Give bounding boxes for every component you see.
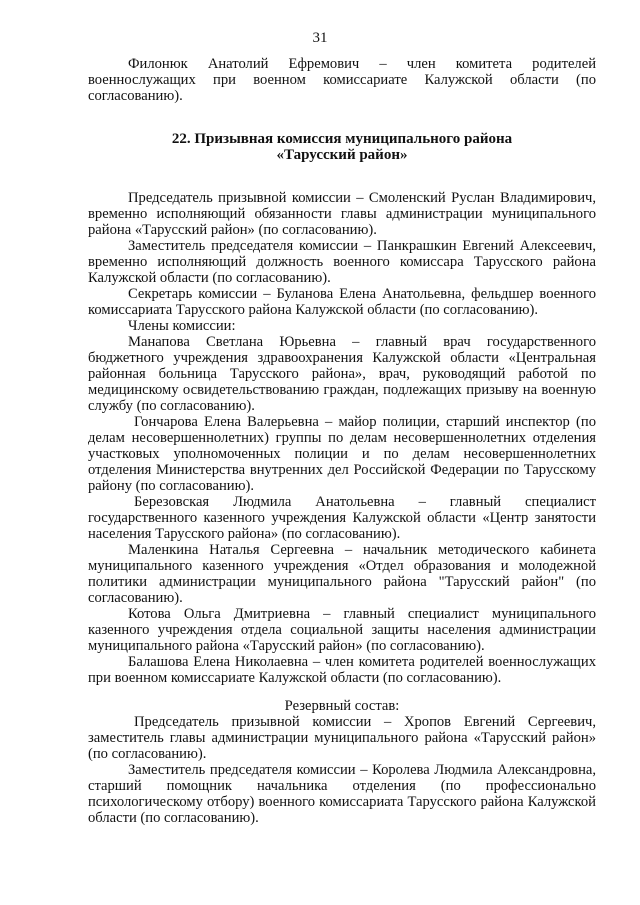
paragraph-reserve-deputy: Заместитель председателя комиссии – Королева Людмила Александровна, старший помощник начальника отделения (по профессионально психологическому отбору) военного комиссариата Тарусского района Калужской области (по согласованию). [88, 762, 596, 826]
paragraph-deputy: Заместитель председателя комиссии – Панкрашкин Евгений Алексеевич, временно исполняющий должность военного комиссара Тарусского района Калужской области (по согласованию). [88, 238, 596, 286]
paragraph-member-malenkina: Маленкина Наталья Сергеевна – начальник методического кабинета муниципального казенного учреждения «Отдел образования и молодежной политики администрации муниципального района "Тарусский район" (по согласованию). [88, 542, 596, 606]
paragraph-secretary: Секретарь комиссии – Буланова Елена Анатольевна, фельдшер военного комиссариата Тарусского района Калужской области (по согласованию). [88, 286, 596, 318]
section-heading-line-1: 22. Призывная комиссия муниципального района [171, 131, 513, 147]
paragraph-member-balashova: Балашова Елена Николаевна – член комитета родителей военнослужащих при военном комиссариате Калужской области (по согласованию). [88, 654, 596, 686]
paragraph-member-kotova: Котова Ольга Дмитриевна – главный специалист муниципального казенного учреждения отдела социальной защиты населения администрации муниципального района «Тарусский район» (по согласованию). [88, 606, 596, 654]
paragraph-member-manapova: Манапова Светлана Юрьевна – главный врач государственного бюджетного учреждения здравоохранения Калужской области «Центральная районная больница Тарусского района», врач, руководящий работой по медицинскому освидетельствованию граждан, подлежащих призыву на военную службу (по согласованию). [88, 334, 596, 414]
page-number: 31 [312, 30, 328, 46]
paragraph-member-goncharova: Гончарова Елена Валерьевна – майор полиции, старший инспектор (по делам несовершеннолетних) группы по делам несовершеннолетних отделения участковых уполномоченных полиции и по делам несовершеннолетних отделения Министерства внутренних дел Российской Федерации по Тарусскому району (по согласованию). [88, 414, 596, 494]
section-heading-line-2: «Тарусский район» [276, 147, 408, 163]
document-body [88, 56, 596, 826]
paragraph-chairman: Председатель призывной комиссии – Смоленский Руслан Владимирович, временно исполняющий обязанности главы администрации муниципального района «Тарусский район» (по согласованию). [88, 190, 596, 238]
reserve-heading: Резервный состав: [284, 698, 400, 714]
paragraph-prev-member: Филонюк Анатолий Ефремович – член комитета родителей военнослужащих при военном комиссариате Калужской области (по согласованию). [88, 56, 596, 104]
paragraph-member-berezovskaya: Березовская Людмила Анатольевна – главный специалист государственного казенного учреждения Калужской области «Центр занятости населения Тарусского района» (по согласованию). [88, 494, 596, 542]
paragraph-members-label: Члены комиссии: [128, 318, 236, 334]
paragraph-reserve-chairman: Председатель призывной комиссии – Хропов Евгений Сергеевич, заместитель главы администрации муниципального района «Тарусский район» (по согласованию). [88, 714, 596, 762]
